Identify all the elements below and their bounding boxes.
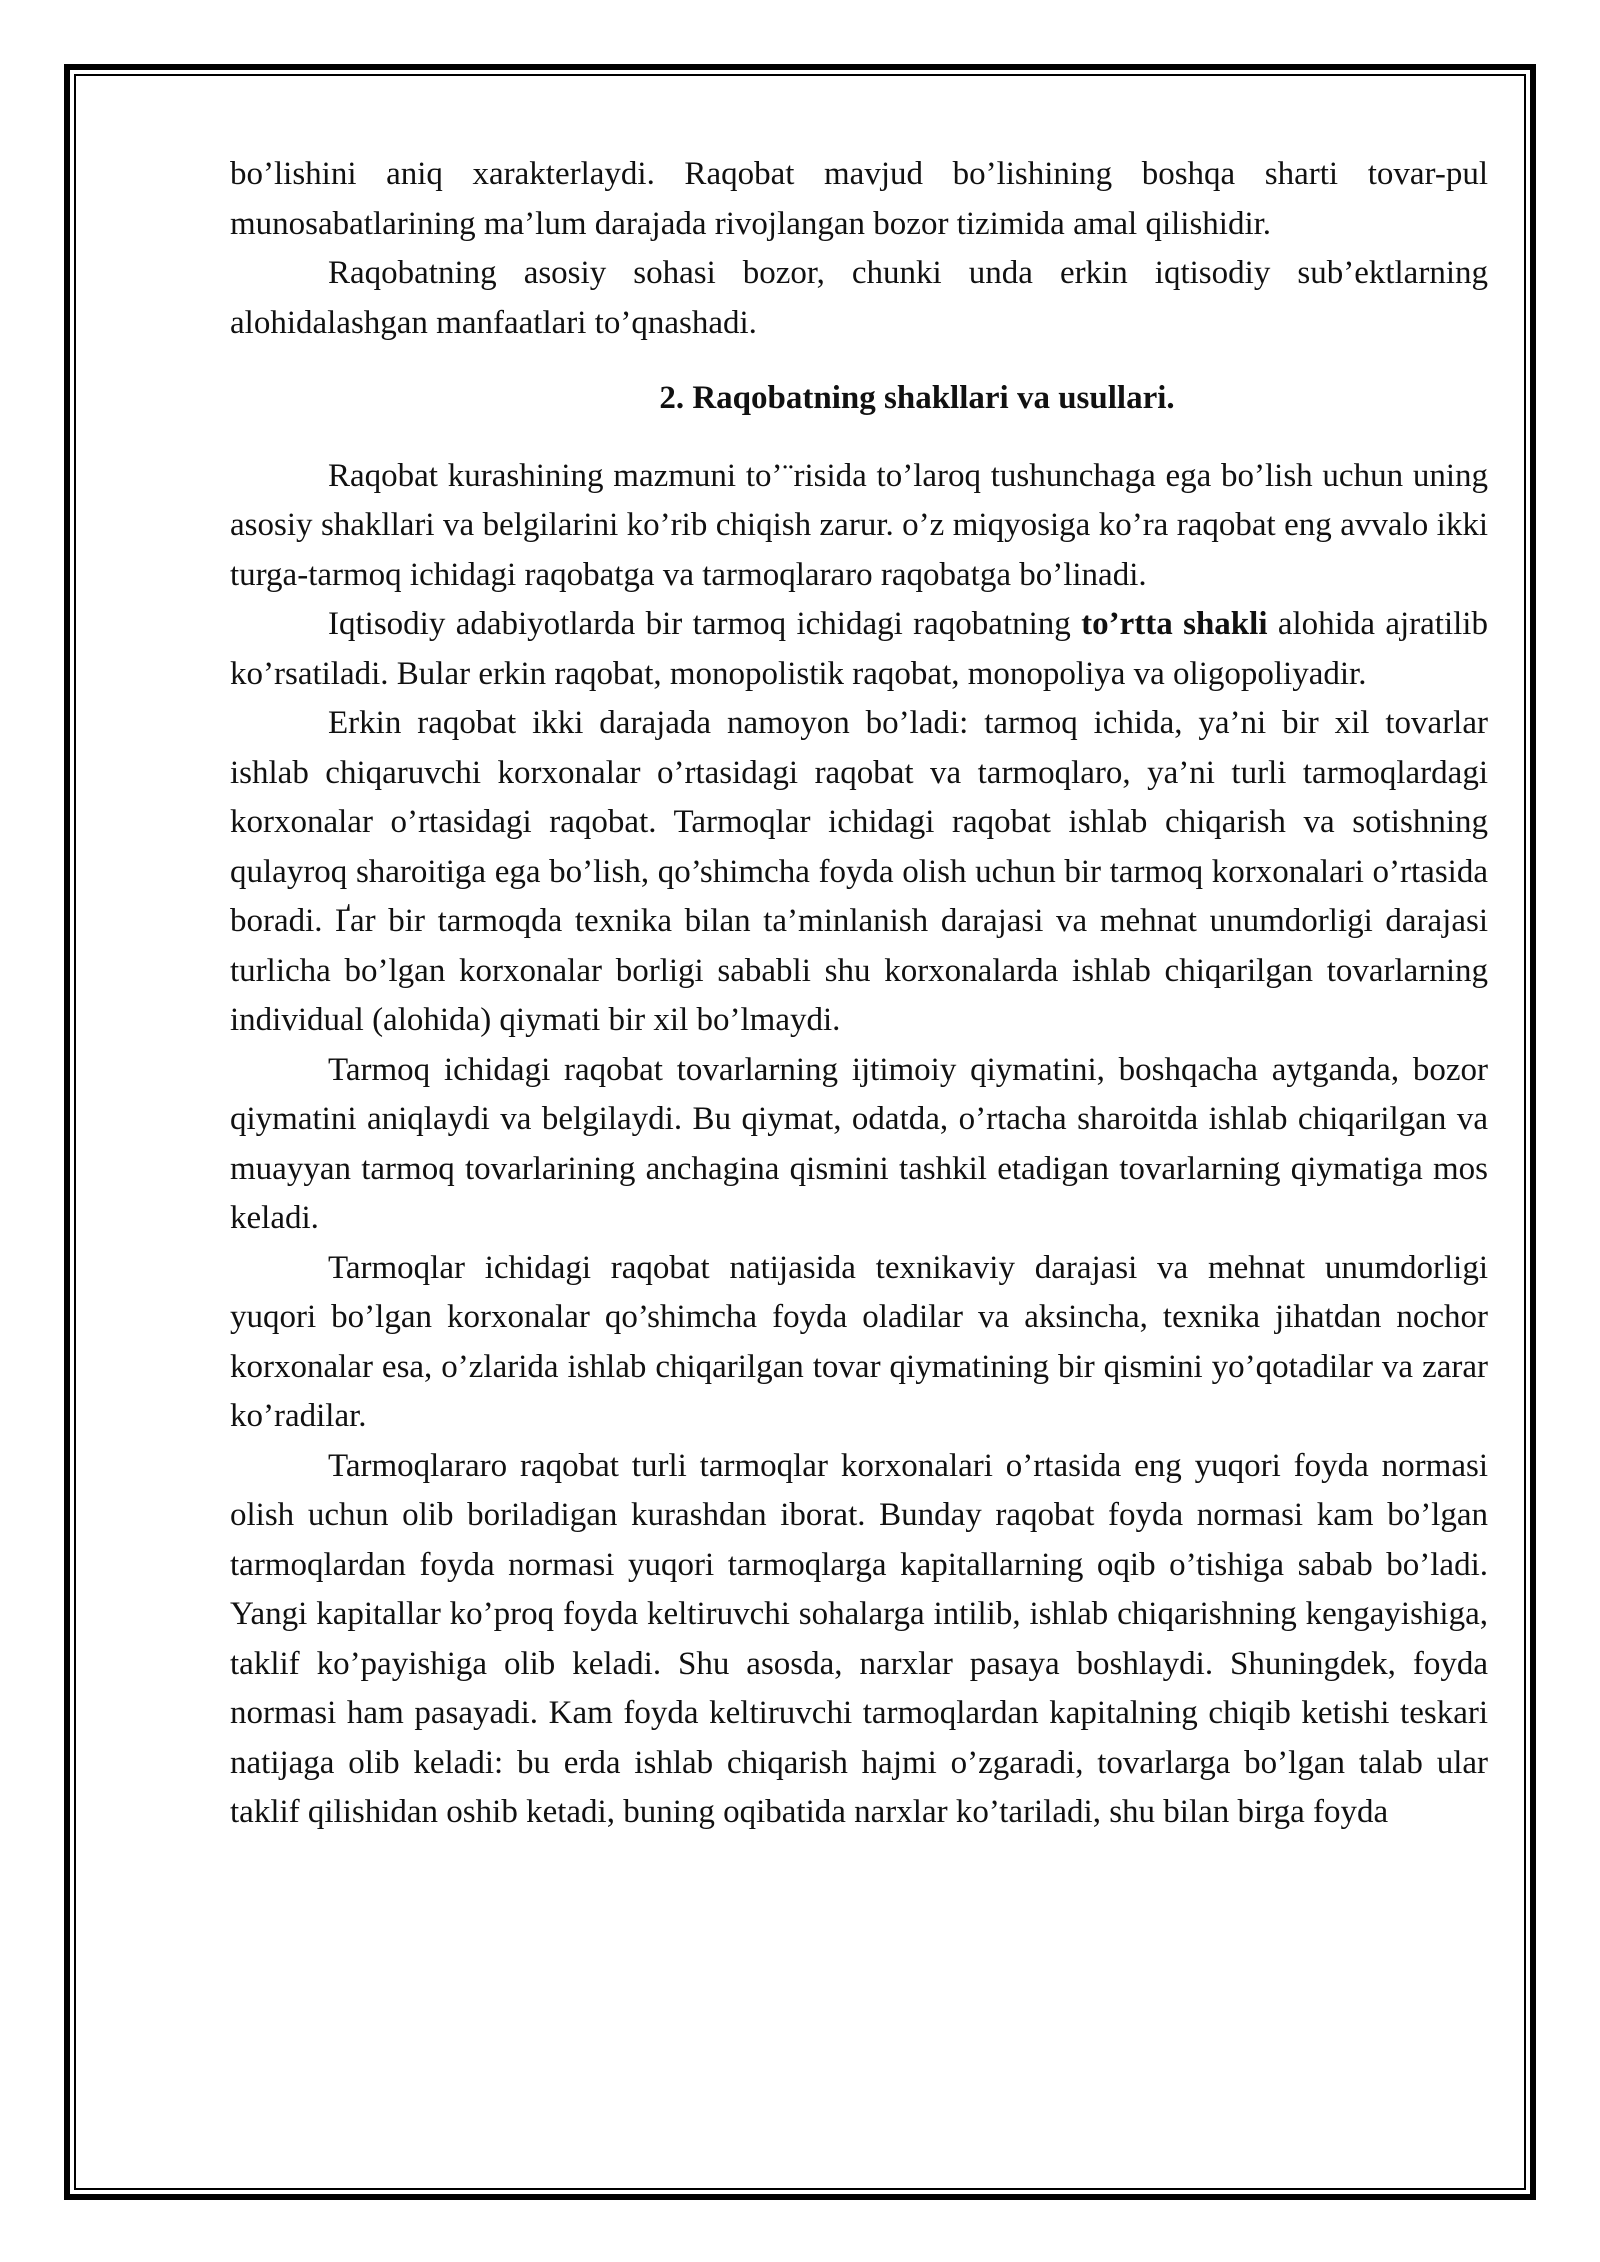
paragraph-continuation: bo’lishini aniq xarakterlaydi. Raqobat mavjud bo’lishining boshqa sharti tovar-pul munosabatlarining ma’lum darajada rivojlangan bozor tizimida amal qilishidir. bbox=[230, 156, 1488, 242]
paragraph-competition-content: Raqobat kurashining mazmuni to’¨risida to’laroq tushunchaga ega bo’lish uchun uning asosiy shakllari va belgilarini ko’rib chiqish zarur. o’z miqyosiga ko’ra raqobat eng avvalo ikki turga-tarmoq ichidagi raqobatga va tarmoqlararo raqobatga bo’linadi. bbox=[230, 457, 1488, 593]
paragraph-intra-industry-results: Tarmoqlar ichidagi raqobat natijasida texnikaviy darajasi va mehnat unumdorligi yuqori bo’lgan korxonalar qo’shimcha foyda oladilar va aksincha, texnika jihatdan nochor korxonalar esa, o’zlarida ishlab chiqarilgan tovar qiymatining bir qismini yo’qotadilar va zarar ko’radilar. bbox=[230, 1249, 1488, 1434]
paragraph-market-sphere: Raqobatning asosiy sohasi bozor, chunki unda erkin iqtisodiy sub’ektlarning alohidalashgan manfaatlari to’qnashadi. bbox=[230, 255, 1488, 341]
paragraph-four-forms-before: Iqtisodiy adabiyotlarda bir tarmoq ichidagi raqobatning bbox=[328, 606, 1082, 642]
paragraph-four-forms-after: alohida ajratilib ko’rsatiladi. Bular erkin raqobat, monopolistik raqobat, monopoliya va oligopoliyadir. bbox=[230, 606, 1488, 692]
document-body bbox=[230, 150, 1488, 1838]
bold-phrase: to’rtta shakli bbox=[1081, 606, 1268, 642]
section-heading: 2. Raqobatning shakllari va usullari. bbox=[659, 380, 1175, 416]
paragraph-four-forms bbox=[230, 600, 1488, 699]
paragraph-intra-industry: Tarmoq ichidagi raqobat tovarlarning ijtimoiy qiymatini, boshqacha aytganda, bozor qiymatini aniqlaydi va belgilaydi. Bu qiymat, odatda, o’rtacha sharoitda ishlab chiqarilgan va muayyan tarmoq tovarlarining anchagina qismini tashkil etadigan tovarlarning qiymatiga mos keladi. bbox=[230, 1051, 1488, 1236]
paragraph-inter-industry: Tarmoqlararo raqobat turli tarmoqlar korxonalari o’rtasida eng yuqori foyda normasi olish uchun olib boriladigan kurashdan iborat. Bunday raqobat foyda normasi kam bo’lgan tarmoqlardan foyda normasi yuqori tarmoqlarga kapitallarning oqib o’tishiga sabab bo’ladi. Yangi kapitallar ko’proq foyda keltiruvchi sohalarga intilib, ishlab chiqarishning kengayishiga, taklif ko’payishiga olib keladi. Shu asosda, narxlar pasaya boshlaydi. Shuningdek, foyda normasi ham pasayadi. Kam foyda keltiruvchi tarmoqlardan kapitalning chiqib ketishi teskari natijaga olib keladi: bu erda ishlab chiqarish hajmi o’zgaradi, tovarlarga bo’lgan talab ular taklif qilishidan oshib ketadi, buning oqibatida narxlar ko’tariladi, shu bilan birga foyda bbox=[230, 1447, 1488, 1830]
paragraph-free-competition: Erkin raqobat ikki darajada namoyon bo’ladi: tarmoq ichida, ya’ni bir xil tovarlar ishlab chiqaruvchi korxonalar o’rtasidagi raqobat va tarmoqlaro, ya’ni turli tarmoqlardagi korxonalar o’rtasidagi raqobat. Tarmoqlar ichidagi raqobat ishlab chiqarish va sotishning qulayroq sharoitiga ega bo’lish, qo’shimcha foyda olish uchun bir tarmoq korxonalari o’rtasida boradi. Ґar bir tarmoqda texnika bilan ta’minlanish darajasi va mehnat unumdorligi darajasi turlicha bo’lgan korxonalar borligi sababli shu korxonalarda ishlab chiqarilgan tovarlarning individual (alohida) qiymati bir xil bo’lmaydi. bbox=[230, 705, 1488, 1038]
